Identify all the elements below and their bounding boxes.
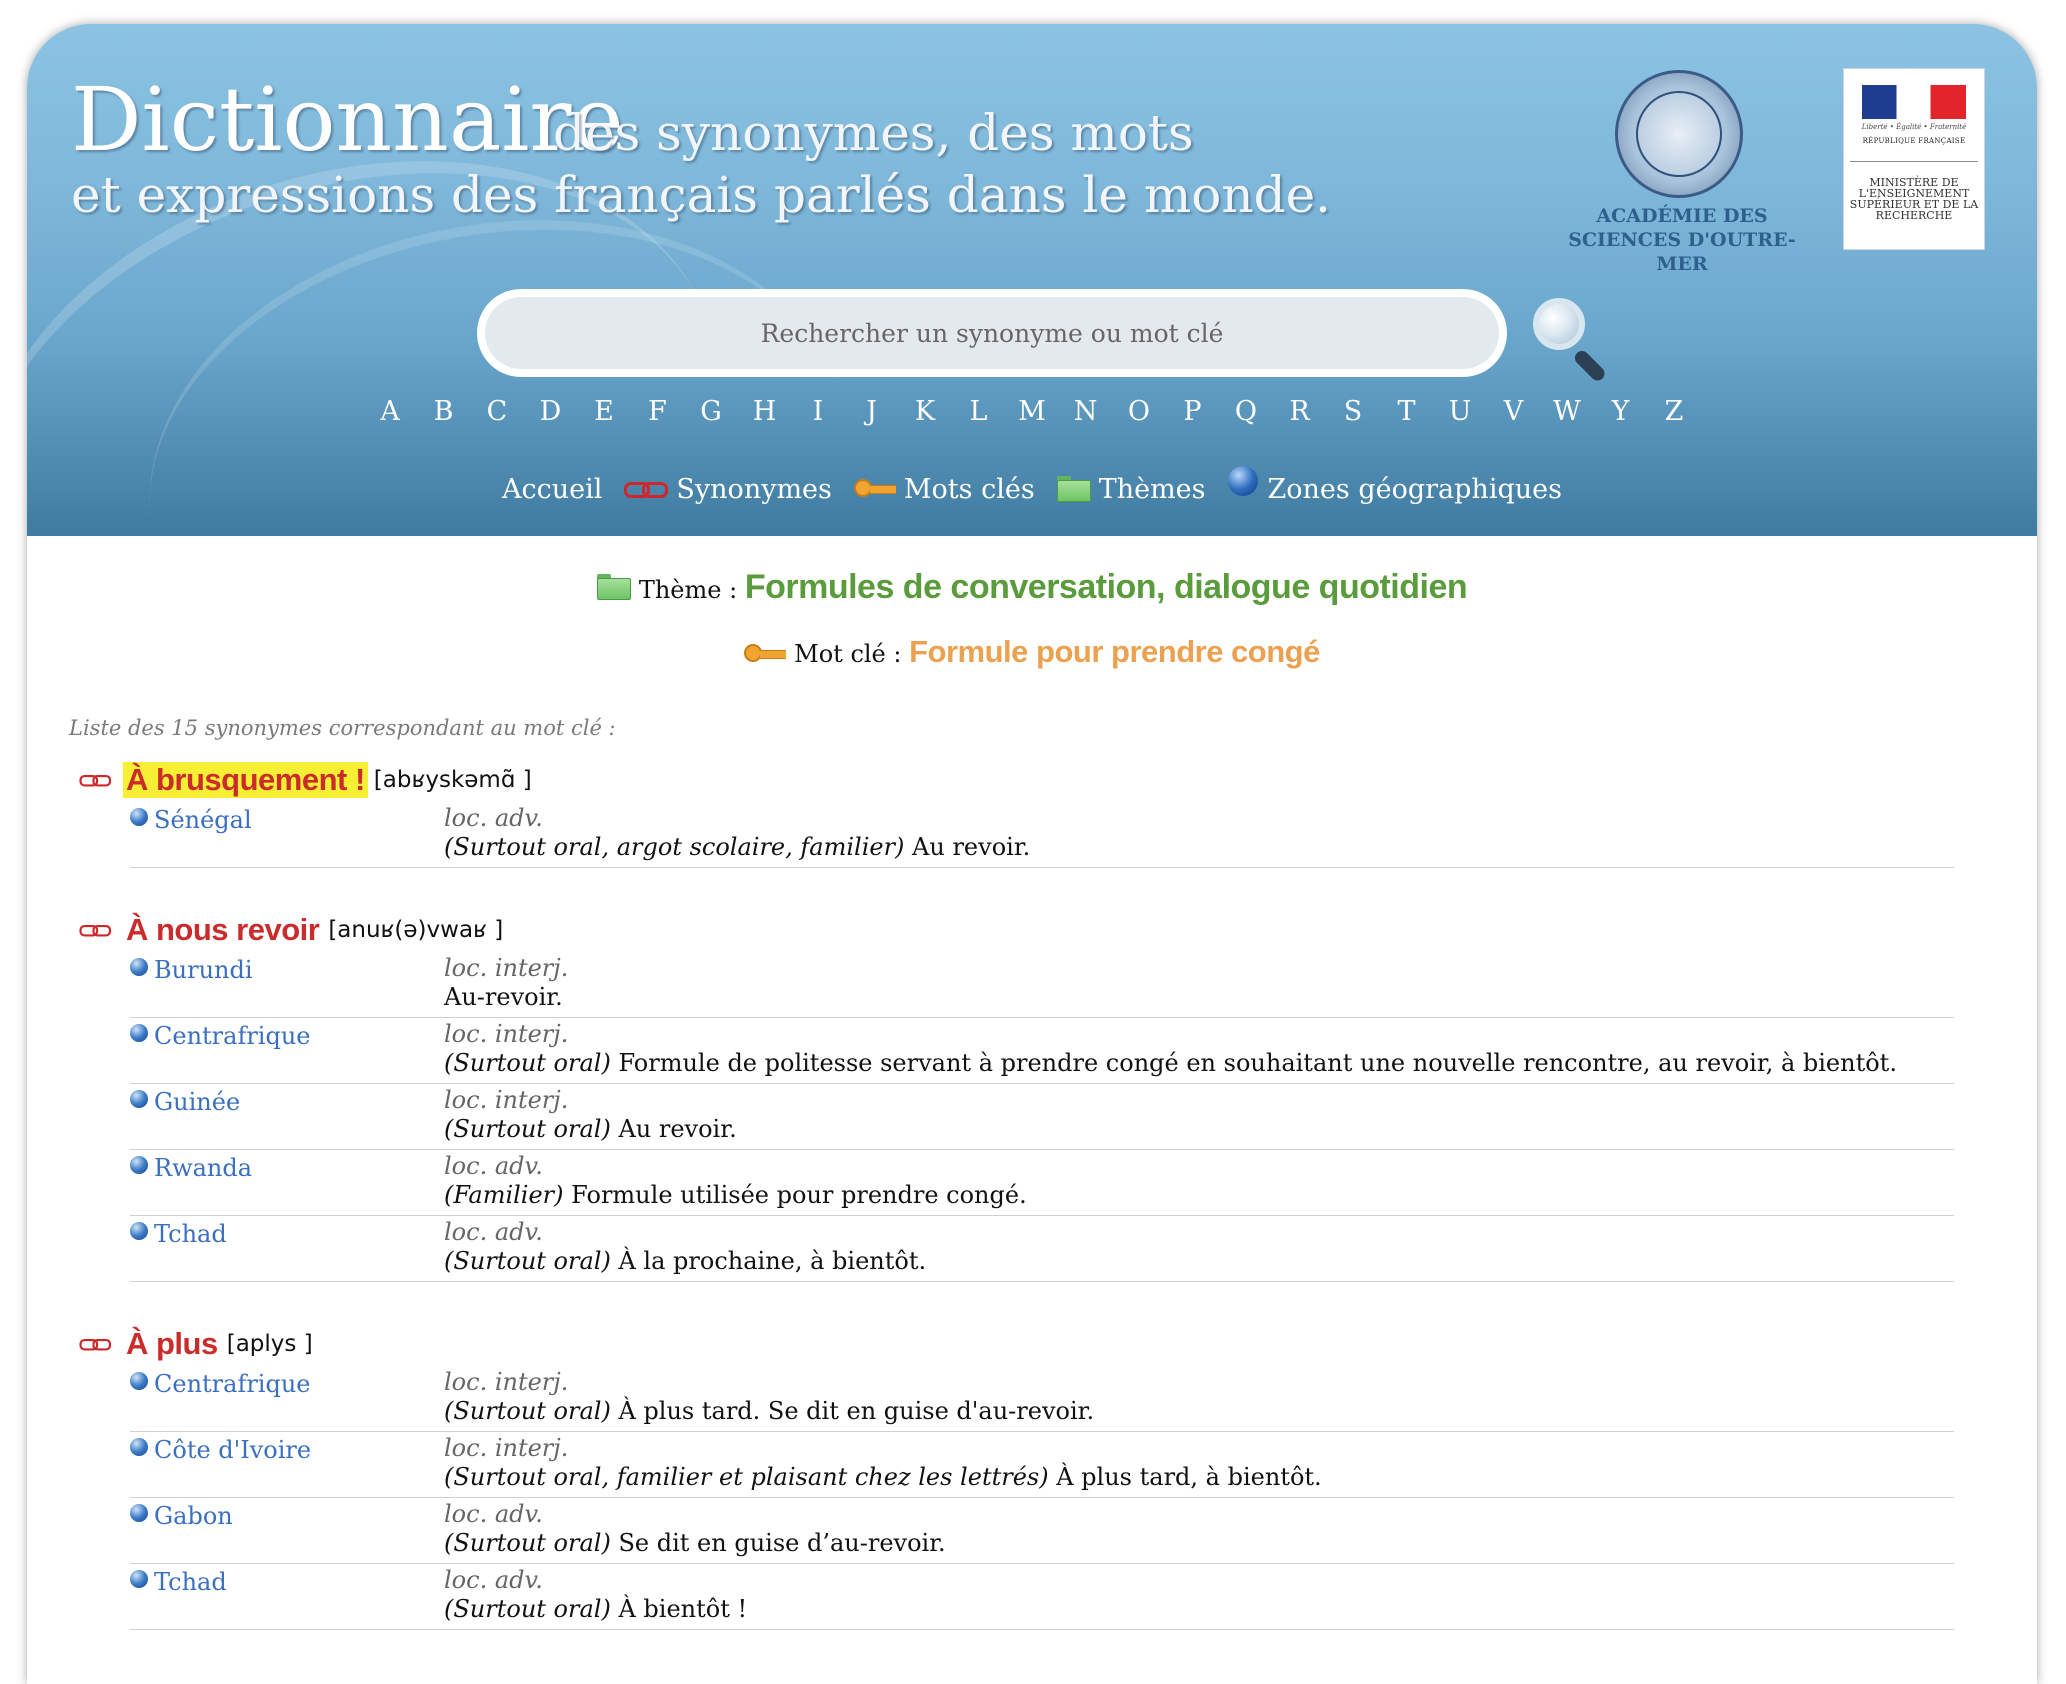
alpha-letter-j[interactable]: J xyxy=(866,396,877,427)
definition xyxy=(444,1247,926,1275)
nav-accueil-label: Accueil xyxy=(502,473,603,505)
academy-label[interactable]: ACADÉMIE DES SCIENCES D'OUTRE-MER xyxy=(1568,205,1796,275)
usage-note: (Surtout oral) xyxy=(444,1115,611,1143)
country-name: Rwanda xyxy=(154,1154,253,1182)
alpha-letter-w[interactable]: W xyxy=(1553,396,1581,427)
definition xyxy=(444,1595,747,1623)
nav-mots-cles-label: Mots clés xyxy=(903,473,1035,505)
search-input[interactable] xyxy=(485,297,1499,369)
grammar-category: loc. interj. xyxy=(444,1368,569,1396)
usage-note: (Surtout oral) xyxy=(444,1049,611,1077)
phonetic: [anuʁ(ə)vwaʁ ] xyxy=(328,917,504,943)
globe-icon xyxy=(130,1090,148,1108)
rf-republic: RÉPUBLIQUE FRANÇAISE xyxy=(1862,137,1966,145)
country-name: Côte d'Ivoire xyxy=(154,1436,312,1464)
definition-text: Formule de politesse servant à prendre congé en souhaitant une nouvelle rencontre, au revoir, à bientôt. xyxy=(610,1049,1897,1077)
globe-icon xyxy=(130,1504,148,1522)
grammar-category: loc. interj. xyxy=(444,1434,569,1462)
definition-text: À la prochaine, à bientôt. xyxy=(610,1247,927,1275)
globe-icon xyxy=(130,1156,148,1174)
alpha-letter-p[interactable]: P xyxy=(1183,396,1202,427)
alpha-letter-h[interactable]: H xyxy=(752,396,777,427)
theme-value[interactable]: Formules de conversation, dialogue quotidien xyxy=(744,568,1468,606)
country-link[interactable] xyxy=(130,1436,311,1464)
ministry-label: MINISTÈRE DE L'ENSEIGNEMENT SUPÉRIEUR ET DE LA RECHERCHE xyxy=(1849,176,1979,222)
alpha-letter-o[interactable]: O xyxy=(1127,396,1151,427)
definition-text: À plus tard, à bientôt. xyxy=(1048,1463,1322,1491)
country-name: Sénégal xyxy=(154,806,252,834)
magnifier-icon xyxy=(1533,298,1585,350)
headword[interactable]: À brusquement ! xyxy=(123,762,368,798)
definition-text: Au revoir. xyxy=(610,1115,737,1143)
usage-note: (Surtout oral) xyxy=(444,1247,611,1275)
nav-themes[interactable] xyxy=(1057,474,1206,505)
grammar-category: loc. adv. xyxy=(444,804,543,832)
table-row xyxy=(130,1432,1954,1498)
definition-text: À bientôt ! xyxy=(610,1595,748,1623)
table-row xyxy=(130,1084,1954,1150)
nav-themes-label: Thèmes xyxy=(1098,473,1206,505)
definition-text: Se dit en guise d’au-revoir. xyxy=(610,1529,946,1557)
definition xyxy=(444,1049,1897,1077)
definition-text: Au-revoir. xyxy=(444,983,563,1011)
site-header xyxy=(27,24,2037,536)
site-subtitle-line2: et expressions des français parlés dans le monde. xyxy=(71,166,1332,224)
country-link[interactable] xyxy=(130,806,252,834)
globe-icon xyxy=(130,1372,148,1390)
chain-link-icon xyxy=(79,924,112,937)
alpha-letter-c[interactable]: C xyxy=(486,396,508,427)
globe-icon xyxy=(130,808,148,826)
alpha-letter-d[interactable]: D xyxy=(539,396,562,427)
french-flag-icon xyxy=(1862,85,1966,119)
nav-mots-cles[interactable] xyxy=(854,474,1035,505)
table-row xyxy=(130,1216,1954,1282)
country-link[interactable] xyxy=(130,956,253,984)
globe-icon xyxy=(130,1222,148,1240)
theme-heading xyxy=(27,568,2037,607)
country-name: Guinée xyxy=(154,1088,241,1116)
table-row xyxy=(130,1018,1954,1084)
nav-zones[interactable] xyxy=(1228,474,1562,505)
country-name: Centrafrique xyxy=(154,1022,311,1050)
globe-icon xyxy=(130,1024,148,1042)
alpha-letter-n[interactable]: N xyxy=(1073,396,1098,427)
country-link[interactable] xyxy=(130,1088,240,1116)
keyword-value[interactable]: Formule pour prendre congé xyxy=(909,634,1320,669)
site-subtitle-line1: des synonymes, des mots xyxy=(553,104,1194,162)
phonetic: [abʁyskəmɑ̃ ] xyxy=(373,767,532,793)
alpha-letter-i[interactable]: I xyxy=(812,396,824,427)
nav-zones-label: Zones géographiques xyxy=(1267,473,1562,505)
country-link[interactable] xyxy=(130,1220,227,1248)
main-nav xyxy=(27,464,2037,514)
definition xyxy=(444,1397,1094,1425)
definition xyxy=(444,983,563,1011)
headword[interactable]: À plus xyxy=(126,1326,218,1361)
country-link[interactable] xyxy=(130,1022,311,1050)
globe-icon xyxy=(130,1438,148,1456)
definition xyxy=(444,1181,1027,1209)
grammar-category: loc. interj. xyxy=(444,1086,569,1114)
country-link[interactable] xyxy=(130,1568,227,1596)
entry-head xyxy=(73,908,503,952)
alpha-letter-m[interactable]: M xyxy=(1018,396,1046,427)
grammar-category: loc. adv. xyxy=(444,1566,543,1594)
rf-divider xyxy=(1850,161,1978,162)
rf-motto: Liberté • Égalité • Fraternité xyxy=(1861,123,1967,131)
usage-note: (Surtout oral) xyxy=(444,1397,611,1425)
academy-seal-center xyxy=(1636,91,1722,177)
country-name: Tchad xyxy=(154,1568,227,1596)
grammar-category: loc. interj. xyxy=(444,954,569,982)
definition-text: Au revoir. xyxy=(904,833,1031,861)
globe-icon xyxy=(130,1570,148,1588)
headword[interactable]: À nous revoir xyxy=(126,912,320,947)
alpha-letter-t[interactable]: T xyxy=(1397,396,1416,427)
chain-link-icon xyxy=(79,1338,112,1351)
definition xyxy=(444,833,1030,861)
usage-note: (Surtout oral) xyxy=(444,1529,611,1557)
usage-note: (Surtout oral) xyxy=(444,1595,611,1623)
table-row xyxy=(130,1564,1954,1630)
table-row xyxy=(130,1150,1954,1216)
definition xyxy=(444,1115,737,1143)
grammar-category: loc. adv. xyxy=(444,1500,543,1528)
alpha-letter-y[interactable]: Y xyxy=(1611,396,1630,427)
list-intro: Liste des 15 synonymes correspondant au mot clé : xyxy=(69,716,616,740)
country-link[interactable] xyxy=(130,1154,252,1182)
table-row xyxy=(130,1366,1954,1432)
alpha-letter-a[interactable]: A xyxy=(380,396,400,427)
page-frame xyxy=(27,24,2037,1684)
alpha-letter-l[interactable]: L xyxy=(969,396,988,427)
usage-note: (Familier) xyxy=(444,1181,564,1209)
grammar-category: loc. adv. xyxy=(444,1152,543,1180)
country-name: Burundi xyxy=(154,956,253,984)
grammar-category: loc. interj. xyxy=(444,1020,569,1048)
keyword-label: Mot clé : xyxy=(794,640,902,668)
search-box xyxy=(477,289,1507,377)
table-row xyxy=(130,802,1954,868)
nav-accueil[interactable] xyxy=(502,474,602,505)
country-link[interactable] xyxy=(130,1502,233,1530)
theme-label: Thème : xyxy=(638,576,738,604)
chain-link-icon xyxy=(79,774,112,787)
usage-note: (Surtout oral, familier et plaisant chez les lettrés) xyxy=(444,1463,1049,1491)
alpha-letter-u[interactable]: U xyxy=(1448,396,1472,427)
alpha-letter-r[interactable]: R xyxy=(1289,396,1310,427)
entry-head xyxy=(73,758,532,802)
nav-synonymes[interactable] xyxy=(624,474,831,505)
alpha-letter-q[interactable]: Q xyxy=(1234,396,1258,427)
globe-icon xyxy=(130,958,148,976)
globe-icon xyxy=(1228,466,1258,496)
grammar-category: loc. adv. xyxy=(444,1218,543,1246)
nav-synonymes-label: Synonymes xyxy=(676,473,832,505)
definition-text: Formule utilisée pour prendre congé. xyxy=(563,1181,1027,1209)
alpha-letter-k[interactable]: K xyxy=(914,396,936,427)
magnifier-handle xyxy=(1572,348,1607,383)
site-title[interactable]: Dictionnaire xyxy=(71,68,624,171)
folder-icon xyxy=(597,574,631,600)
country-name: Centrafrique xyxy=(154,1370,311,1398)
table-row xyxy=(130,952,1954,1018)
key-icon xyxy=(744,643,788,665)
definition xyxy=(444,1529,946,1557)
country-name: Gabon xyxy=(154,1502,233,1530)
alpha-letter-z[interactable]: Z xyxy=(1664,396,1684,427)
usage-note: (Surtout oral, argot scolaire, familier) xyxy=(444,833,905,861)
keyword-heading xyxy=(27,634,2037,670)
alpha-letter-g[interactable]: G xyxy=(700,396,722,427)
alpha-letter-e[interactable]: E xyxy=(594,396,614,427)
search-button[interactable] xyxy=(1529,294,1619,380)
chain-link-icon xyxy=(624,480,670,498)
entry-head xyxy=(73,1322,313,1366)
definition xyxy=(444,1463,1322,1491)
country-link[interactable] xyxy=(130,1370,311,1398)
alpha-letter-b[interactable]: B xyxy=(433,396,454,427)
folder-icon xyxy=(1057,476,1091,502)
phonetic: [aplys ] xyxy=(226,1331,313,1357)
alpha-letter-s[interactable]: S xyxy=(1343,396,1363,427)
alpha-letter-v[interactable]: V xyxy=(1503,396,1524,427)
country-name: Tchad xyxy=(154,1220,227,1248)
key-icon xyxy=(854,478,898,500)
ministry-logo[interactable] xyxy=(1843,68,1985,250)
definition-text: À plus tard. Se dit en guise d'au-revoir. xyxy=(610,1397,1095,1425)
alphabet-nav xyxy=(27,396,2037,436)
table-row xyxy=(130,1498,1954,1564)
academy-seal-icon[interactable] xyxy=(1615,70,1743,198)
alpha-letter-f[interactable]: F xyxy=(648,396,667,427)
